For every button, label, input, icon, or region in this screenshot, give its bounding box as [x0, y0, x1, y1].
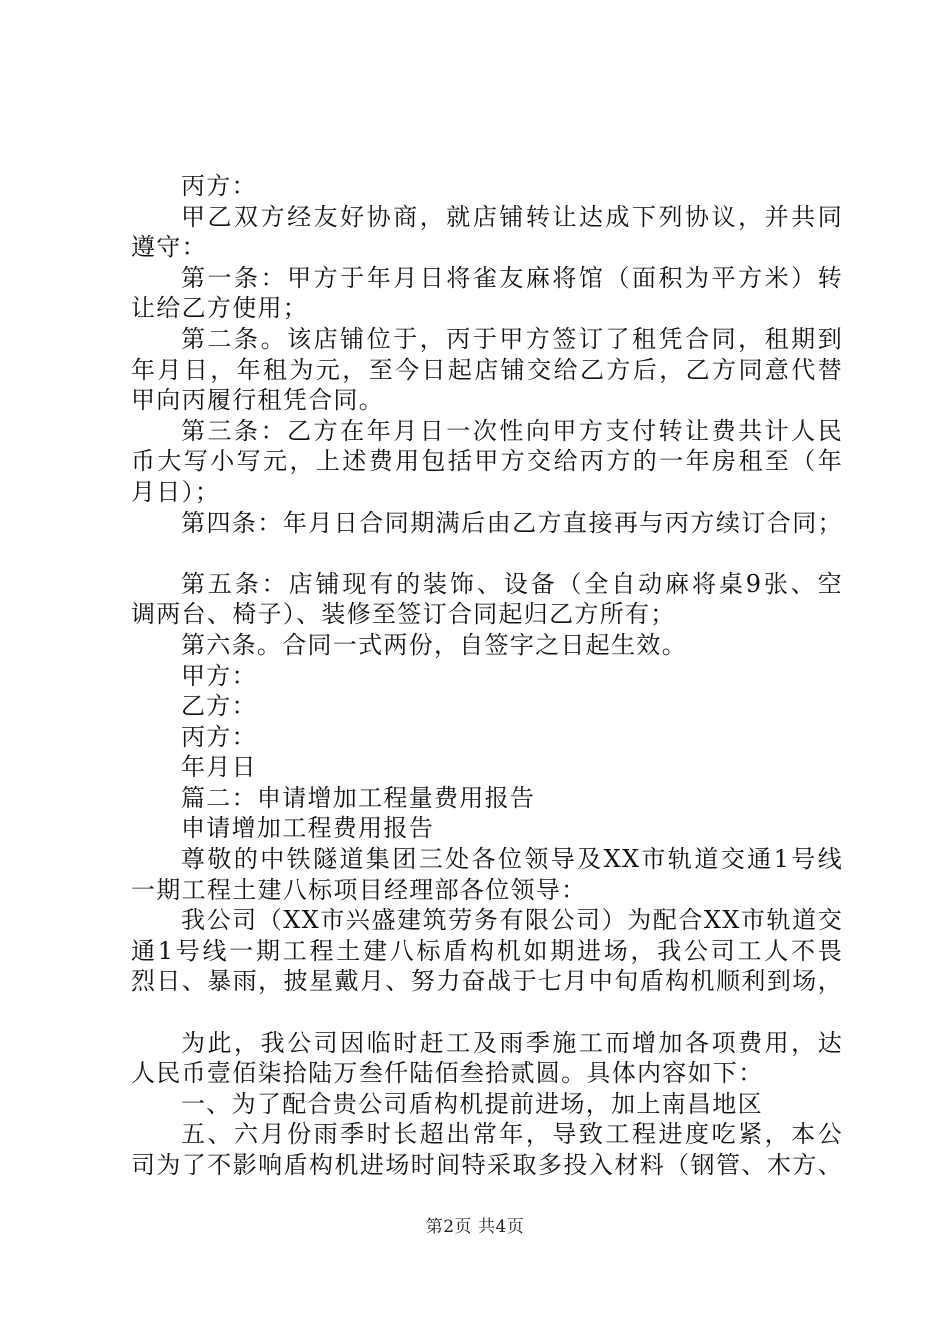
text-line: 甲乙双方经友好协商，就店铺转让达成下列协议，并共同 [181, 202, 843, 231]
text-line: 为此，我公司因临时赶工及雨季施工而增加各项费用，达 [181, 1028, 843, 1057]
text-line: 丙方： [181, 172, 257, 200]
text-line: 第三条：乙方在年月日一次性向甲方支付转让费共计人民 [181, 416, 843, 445]
text-line: 丙方： [181, 722, 257, 751]
text-line: 乙方： [181, 692, 257, 721]
blank-line [131, 997, 843, 1028]
text-line: 五、六月份雨季时长超出常年，导致工程进度吃紧，本公 [181, 1120, 843, 1149]
text-line: 年月日 [181, 753, 257, 782]
text-line: 尊敬的中铁隧道集团三处各位领导及XX市轨道交通1号线 [181, 845, 843, 874]
text-line: 月日）； [131, 477, 221, 506]
text-line: 让给乙方使用； [131, 294, 309, 323]
document-body [131, 171, 843, 1181]
text-line: 烈日、暴雨，披星戴月、努力奋战于七月中旬盾构机顺利到场， [131, 967, 843, 996]
text-line: 甲向丙履行租凭合同。 [131, 386, 384, 415]
text-line: 甲方： [181, 661, 257, 690]
text-line: 通1号线一期工程土建八标盾构机如期进场，我公司工人不畏 [131, 936, 843, 965]
text-line: 一期工程土建八标项目经理部各位领导： [131, 875, 587, 904]
text-line: 遵守： [131, 233, 207, 262]
text-line: 第二条。该店铺位于，丙于甲方签订了租凭合同，租期到 [181, 324, 843, 353]
text-line: 第一条：甲方于年月日将雀友麻将馆（面积为平方米）转 [181, 263, 843, 292]
blank-line [131, 538, 843, 569]
text-line: 年月日，年租为元，至今日起店铺交给乙方后，乙方同意代替 [131, 355, 843, 384]
text-line: 申请增加工程费用报告 [181, 814, 434, 843]
text-line: 币大写小写元，上述费用包括甲方交给丙方的一年房租至（年 [131, 447, 843, 476]
text-line: 人民币壹佰柒拾陆万叁仟陆佰叁拾贰圆。具体内容如下： [131, 1059, 764, 1088]
text-line: 一、为了配合贵公司盾构机提前进场，加上南昌地区 [181, 1089, 763, 1118]
text-line: 第六条。合同一式两份，自签字之日起生效。 [181, 630, 687, 659]
page-footer: 第2页 共4页 [425, 1217, 525, 1237]
text-line: 第四条：年月日合同期满后由乙方直接再与丙方续订合同； [181, 508, 843, 537]
text-line: 篇二：申请增加工程量费用报告 [181, 783, 536, 812]
text-line: 第五条：店铺现有的装饰、设备（全自动麻将桌9张、空 [181, 569, 843, 598]
text-line: 我公司（XX市兴盛建筑劳务有限公司）为配合XX市轨道交 [181, 906, 843, 935]
text-line: 司为了不影响盾构机进场时间特采取多投入材料（钢管、木方、 [131, 1151, 843, 1179]
text-line: 调两台、椅子）、装修至签订合同起归乙方所有； [131, 600, 676, 629]
